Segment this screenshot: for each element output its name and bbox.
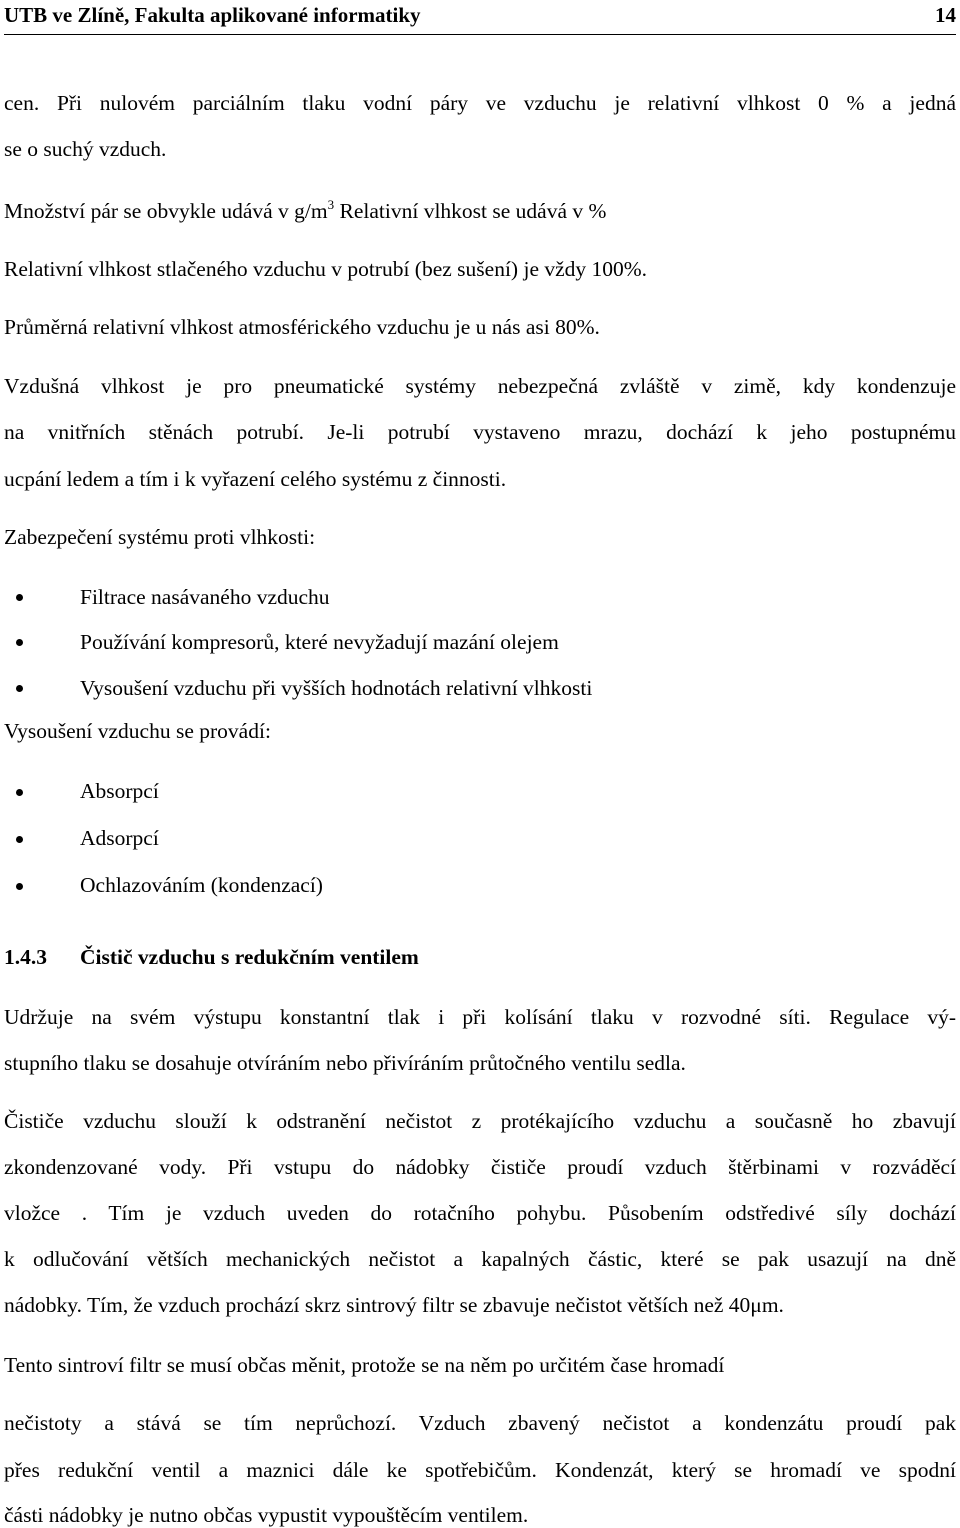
page-header [4,0,956,35]
drying-item: Absorpcí [80,779,159,803]
para4-line: Průměrná relativní vlhkost atmosférického vzduchu je u nás asi 80%. [4,315,600,339]
para8-line3: přes redukční ventil a maznici dále ke spotřebičům. Kondenzát, který se hromadí ve spodní [4,1458,956,1482]
para5-line3: ucpání ledem a tím i k vyřazení celého systému z činnosti. [4,467,507,491]
para2-text: Množství pár se obvykle udává v g/m [4,199,328,223]
drying-item: Ochlazováním (kondenzací) [80,873,323,897]
bullet-icon [16,883,23,890]
para5-line2: na vnitřních stěnách potrubí. Je-li potrubí vystaveno mrazu, dochází k jeho postupnému [4,420,956,444]
para1-line1: cen. Při nulovém parciálním tlaku vodní páry ve vzduchu je relativní vlhkost 0 % a jedná [4,91,956,115]
bullet-icon [16,789,23,796]
para8-line1: Tento sintroví filtr se musí občas měnit, protože se na něm po určitém čase hromadí [4,1353,725,1377]
superscript-3: 3 [327,197,335,212]
para8-line4: části nádobky je nutno občas vypustit vypouštěcím ventilem. [4,1503,529,1527]
drying-item: Adsorpcí [80,826,159,850]
para3-line: Relativní vlhkost stlačeného vzduchu v potrubí (bez sušení) je vždy 100%. [4,257,648,281]
bullet-icon [16,594,23,601]
protection-item: Filtrace nasávaného vzduchu [80,585,330,609]
header-title: UTB ve Zlíně, Fakulta aplikované informatiky [4,3,421,27]
para6-line2: stupního tlaku se dosahuje otvíráním nebo přivíráním průtočného ventilu sedla. [4,1051,686,1075]
para6-line1: Udržuje na svém výstupu konstantní tlak i při kolísání tlaku v rozvodné síti. Regulace vý- [4,1005,956,1029]
para7-line2: zkondenzované vody. Při vstupu do nádobky čističe proudí vzduch štěrbinami v rozváděcí [4,1155,956,1179]
drying-intro: Vysoušení vzduchu se provádí: [4,719,271,743]
para2-text-after: Relativní vlhkost se udává v % [334,199,607,223]
protection-item: Vysoušení vzduchu při vyšších hodnotách relativní vlhkosti [80,676,593,700]
para8-line2: nečistoty a stává se tím neprůchozí. Vzduch zbavený nečistot a kondenzátu proudí pak [4,1411,956,1435]
protection-item: Používání kompresorů, které nevyžadují mazání olejem [80,630,559,654]
section-title: Čistič vzduchu s redukčním ventilem [80,945,419,969]
page-number: 14 [935,3,956,27]
para7-line3: vložce . Tím je vzduch uveden do rotačního pohybu. Působením odstředivé síly dochází [4,1201,956,1225]
bullet-icon [16,639,23,646]
para7-line5: nádobky. Tím, že vzduch prochází skrz sintrový filtr se zbavuje nečistot větších než 40μm. [4,1293,784,1317]
bullet-icon [16,685,23,692]
para5-line1: Vzdušná vlhkost je pro pneumatické systémy nebezpečná zvláště v zimě, kdy kondenzuje [4,374,956,398]
protection-intro: Zabezpečení systému proti vlhkosti: [4,525,316,549]
para7-line4: k odlučování větších mechanických nečistot a kapalných částic, které se pak usazují na dně [4,1247,956,1271]
para2-line [4,198,606,224]
bullet-icon [16,836,23,843]
para1-line2: se o suchý vzduch. [4,137,167,161]
para7-line1: Čističe vzduchu slouží k odstranění nečistot z protékajícího vzduchu a současně ho zbavují [4,1109,956,1133]
section-number: 1.4.3 [4,945,47,969]
